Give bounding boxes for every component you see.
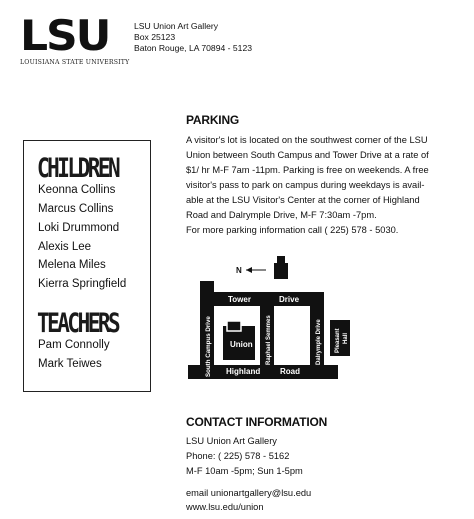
child-name: Alexis Lee	[38, 241, 92, 253]
parking-paragraph	[186, 133, 458, 238]
lsu-logo-wordmark: LSU	[20, 16, 110, 56]
dalrymple-drive-label: Dalrymple Drive	[316, 319, 322, 365]
teacher-name: Mark Teiwes	[38, 358, 102, 370]
union-label: Union	[230, 340, 253, 349]
raphael-semmes-label: Raphael Semmes	[266, 315, 272, 365]
parking-line: $1/ hr M-F 7am -11pm. Parking is free on weekends. A free	[186, 165, 429, 175]
north-arrow-icon	[246, 267, 252, 273]
lsu-logo-subtitle: LOUISIANA STATE UNIVERSITY	[20, 59, 130, 66]
contact-block	[186, 434, 303, 479]
highland-label: Highland	[226, 367, 261, 376]
road-label: Road	[280, 367, 300, 376]
parking-heading: PARKING	[186, 113, 240, 127]
children-heading: CHILDREN	[37, 153, 119, 183]
contact-org: LSU Union Art Gallery	[186, 436, 277, 446]
tower-label: Tower	[228, 295, 251, 304]
campus-map	[186, 253, 356, 385]
email-web-block	[186, 487, 311, 514]
contact-web-link[interactable]: www.lsu.edu/union	[186, 501, 264, 512]
parking-line: Union between South Campus and Tower Drive at a rate of	[186, 150, 429, 160]
pleasant-label: Pleasant	[335, 328, 341, 353]
union-building-wing	[227, 321, 241, 331]
parking-line: For more parking information call ( 225) 578 - 5030.	[186, 225, 399, 235]
address-line-2: Box 25123	[134, 32, 176, 42]
tower-drive-road	[200, 292, 324, 306]
contact-hours: M-F 10am -5pm; Sun 1-5pm	[186, 466, 303, 476]
building-marker-icon	[274, 256, 288, 279]
parking-line: A visitor's lot is located on the southwest corner of the LSU	[186, 135, 428, 145]
contact-phone: Phone: ( 225) 578 - 5162	[186, 451, 290, 461]
contact-email-link[interactable]: email unionartgallery@lsu.edu	[186, 488, 312, 498]
teacher-name: Pam Connolly	[38, 339, 110, 351]
teachers-heading: TEACHERS	[37, 308, 119, 338]
child-name: Kierra Springfield	[38, 278, 127, 290]
north-label: N	[236, 266, 242, 275]
child-name: Keonna Collins	[38, 184, 116, 196]
address-line-3: Baton Rouge, LA 70894 - 5123	[134, 43, 253, 53]
drive-label: Drive	[279, 295, 300, 304]
hall-label: Hall	[343, 332, 349, 344]
south-campus-drive-label: South Campus Drive	[205, 316, 212, 377]
address-line-1: LSU Union Art Gallery	[134, 21, 219, 31]
child-name: Melena Miles	[38, 259, 106, 271]
contact-heading: CONTACT INFORMATION	[186, 415, 328, 429]
parking-line: able at the LSU Visitor's Center at the corner of Highland	[186, 195, 420, 205]
mailing-address	[134, 21, 252, 54]
parking-line: Road and Dalrymple Drive, M-F 7:30am -7pm.	[186, 210, 377, 220]
child-name: Loki Drummond	[38, 222, 120, 234]
parking-line: visitor's pass to park on campus during weekdays is avail-	[186, 180, 425, 190]
child-name: Marcus Collins	[38, 203, 114, 215]
